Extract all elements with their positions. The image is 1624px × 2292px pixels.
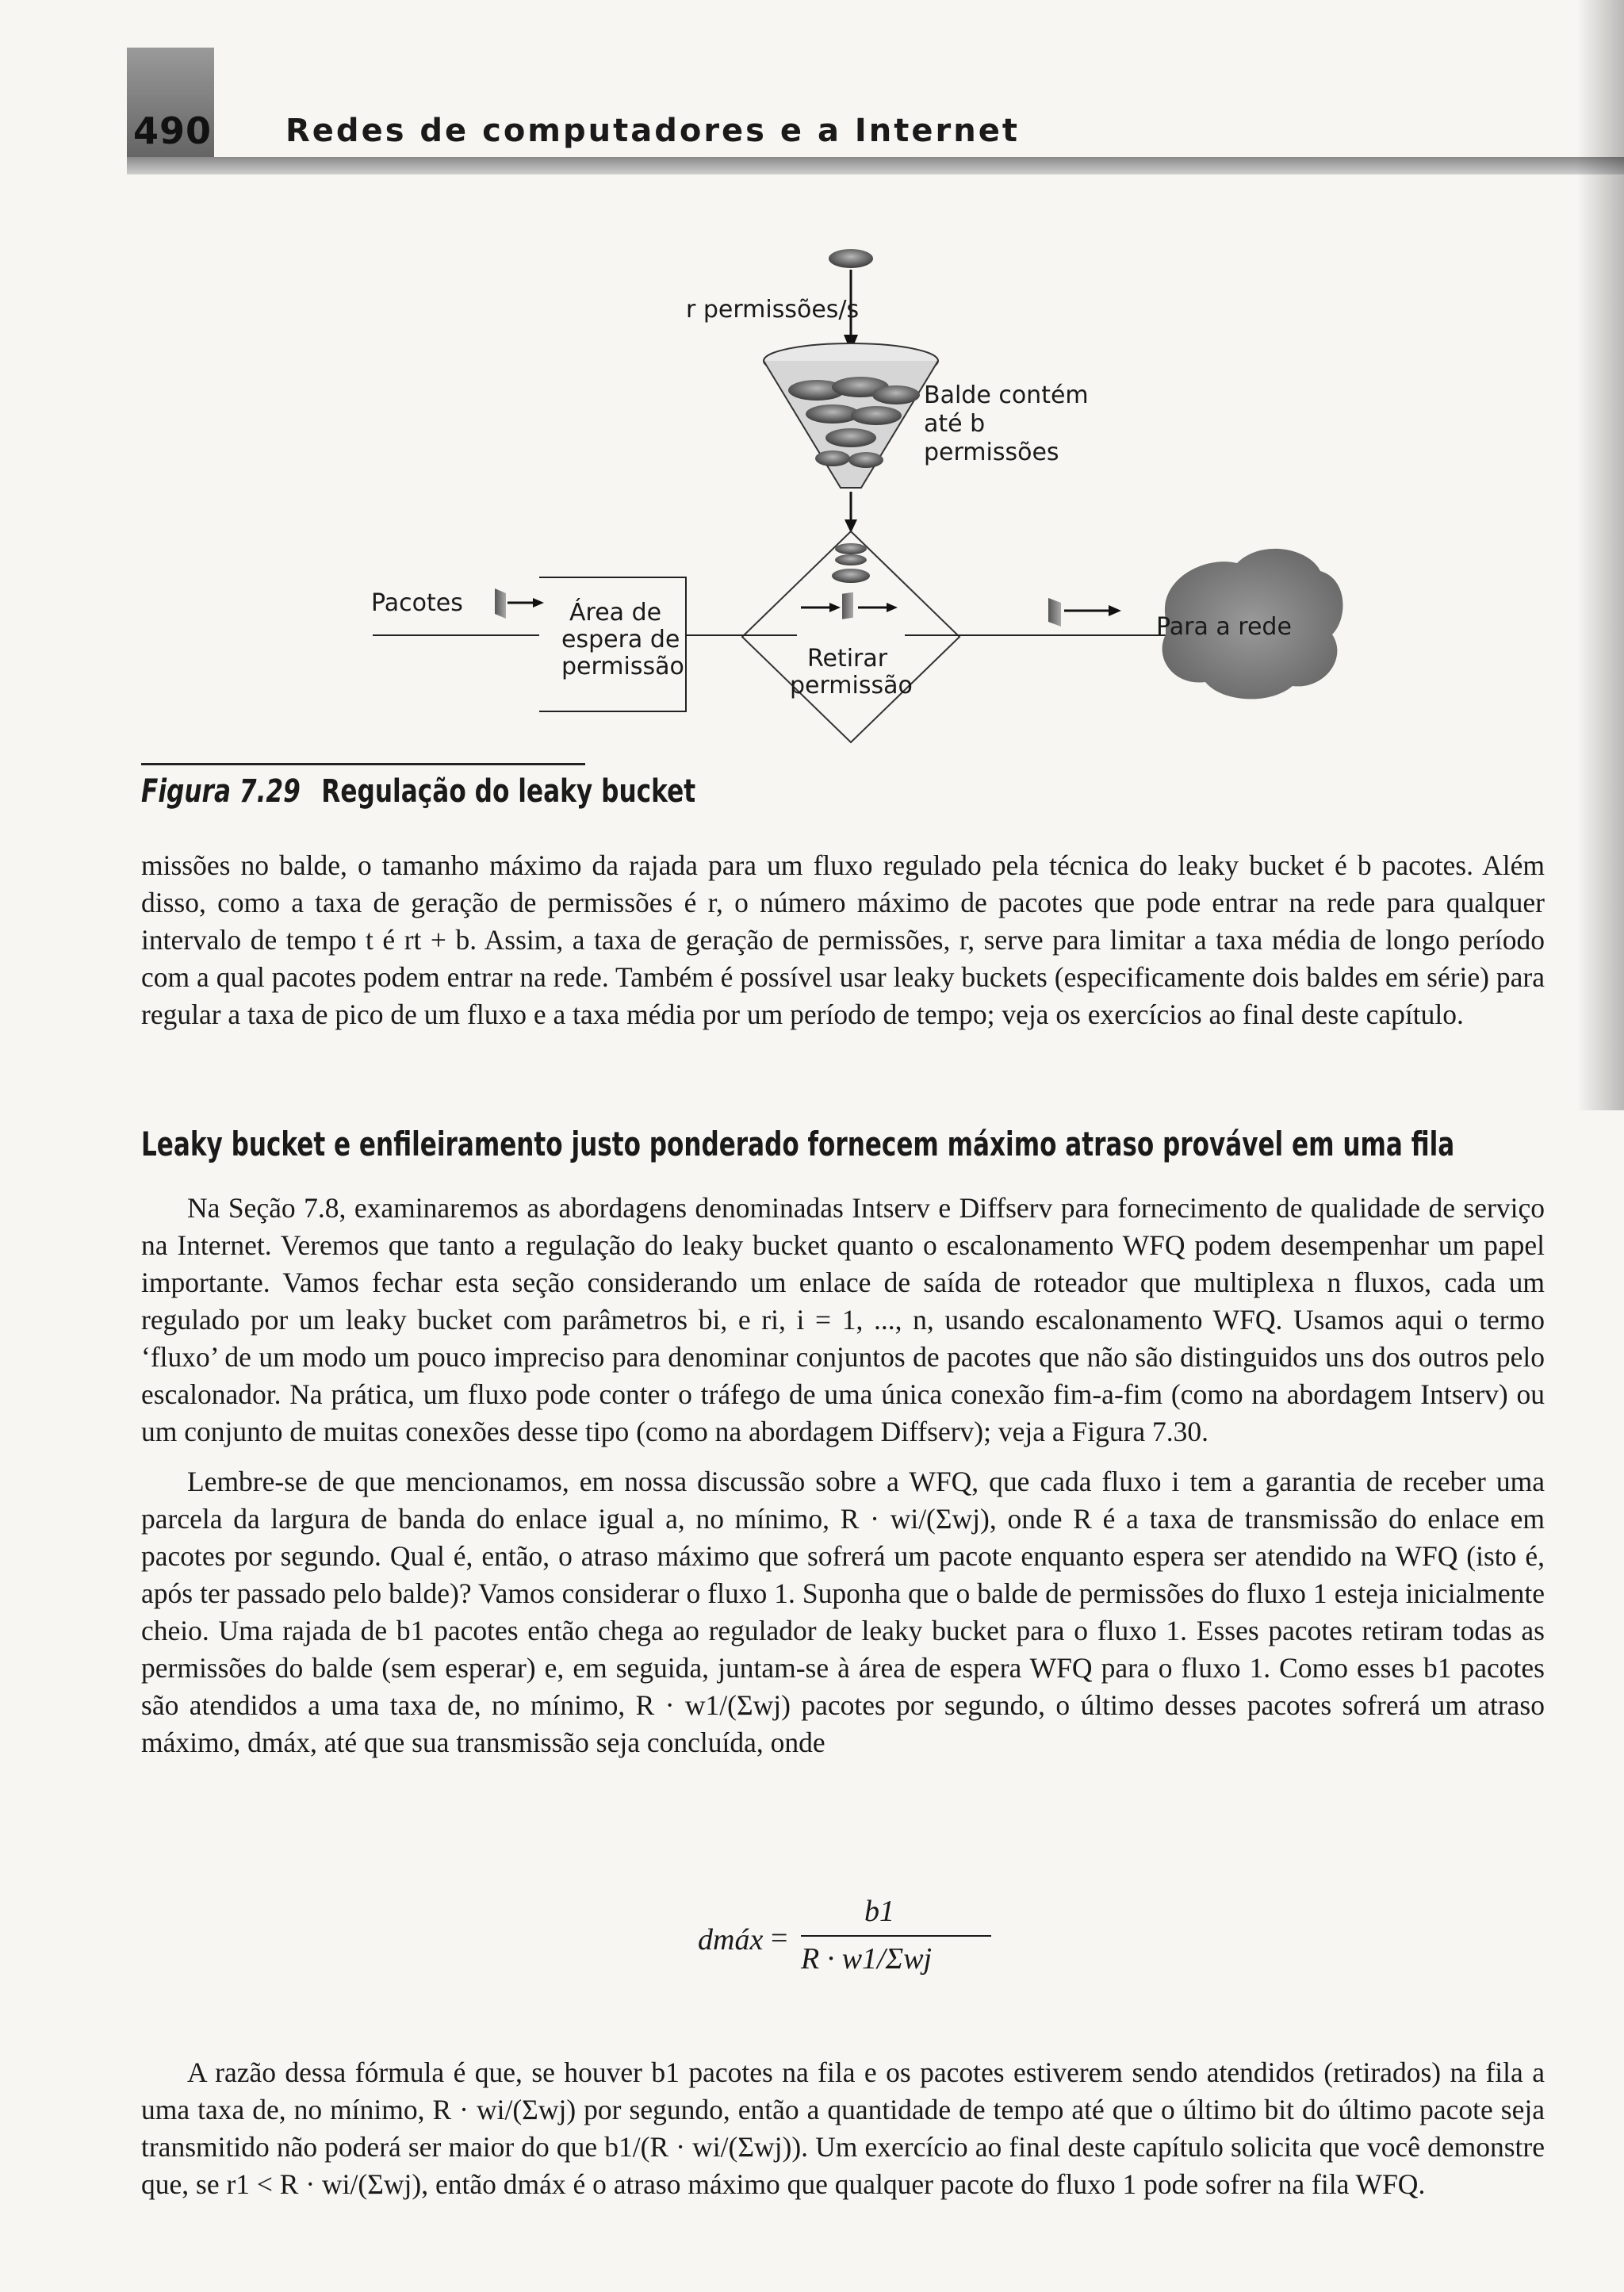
remove-label-line2: permissão [790,672,913,699]
formula-denominator: R · w1/Σwj [801,1942,933,1976]
figure-caption-text: Regulação do leaky bucket [321,773,696,810]
paragraph-1 [141,847,1545,1046]
wait-label-line2: espera de [561,626,680,653]
wait-label-line3: permissão [561,653,684,680]
packets-label: Pacotes [371,589,463,617]
outgoing-packet-icon [1048,598,1121,627]
paragraph-4-block [141,2054,1545,2216]
header-rule [127,157,1624,174]
paragraph-1-text: missões no balde, o tamanho máximo da rajada para um fluxo regulado pela técnica do leaky bucket é b pacotes. Além disso, como a taxa de geração de permissões é r, o número máximo de pacotes que pode entrar na rede para qualquer intervalo de tempo t é rt + b. Assim, a taxa de geração de permissões, r, serve para limitar a taxa média de longo período com a qual pacotes podem entrar na rede. Também é possível usar leaky buckets (especificamente dois baldes em série) para regular a taxa de pico de um fluxo e a taxa média por um período de tempo; veja os exercícios ao final deste capítulo. [141,849,1545,1030]
fraction-bar [801,1935,991,1937]
running-title: Redes de computadores e a Internet [285,113,1020,149]
bucket-label-line1: Balde contém [924,381,1089,409]
bucket-label-line3: permissões [924,439,1059,466]
formula-numerator: b1 [864,1895,894,1928]
formula-equals: = [771,1922,788,1955]
body-text [141,1190,1545,1774]
figure-leaky-bucket [0,206,1624,777]
wait-label-line1: Área de [569,599,662,627]
leaky-bucket-diagram [0,206,1624,777]
page-header [0,0,1624,182]
bucket-icon [764,343,938,488]
token-rate-label: r permissões/s [686,296,860,324]
paragraph-3: Lembre-se de que mencionamos, em nossa discussão sobre a WFQ, que cada fluxo i tem a garantia de receber uma parcela da largura de banda do enlace igual a, no mínimo, R · wi/(Σwj), onde R é a taxa de transmissão do enlace em pacotes por segundo. Qual é, então, o atraso máximo que sofrerá um pacote enquanto espera ser atendido na WFQ (isto é, após ter passado pelo balde)? Vamos considerar o fluxo 1. Suponha que o balde de permissões do fluxo 1 esteja inicialmente cheio. Uma rajada de b1 pacotes então chega ao regulador de leaky bucket para o fluxo 1. Esses pacotes retiram todas as permissões do balde (sem esperar) e, em seguida, juntam-se à área de espera WFQ para o fluxo 1. Como esses b1 pacotes são atendidos a uma taxa de, no mínimo, R · w1/(Σwj) pacotes por segundo, o último desses pacotes sofrerá um atraso máximo, dmáx, até que sua transmissão seja concluída, onde [141,1466,1545,1758]
paragraph-2: Na Seção 7.8, examinaremos as abordagens denominadas Intserv e Diffserv para fornecimento de qualidade de serviço na Internet. Veremos que tanto a regulação do leaky bucket quanto o escalonamento WFQ podem desempenhar um papel importante. Vamos fechar esta seção considerando um enlace de saída de roteador que multiplexa n fluxos, cada um regulado por um leaky bucket com parâmetros bi, e ri, i = 1, ..., n, usando escalonamento WFQ. Usamos aqui o termo ‘fluxo’ de um modo um pouco impreciso para denominar conjuntos de pacotes que não são distinguidos uns dos outros pelo escalonador. Na prática, um fluxo pode conter o tráfego de uma única conexão fim-a-fim (como na abordagem Intserv) ou um conjunto de muitas conexões desse tipo (como na abordagem Diffserv); veja a Figura 7.30. [141,1192,1545,1447]
falling-token-icon [829,249,873,268]
page-number: 490 [133,109,213,152]
network-label: Para a rede [1156,613,1292,641]
caption-rule [141,763,585,765]
bucket-label-line2: até b [924,410,986,438]
formula-lhs: dmáx [698,1923,764,1957]
incoming-packet-icon [495,588,544,619]
figure-caption [141,773,698,810]
packet-icon [842,592,853,619]
paragraph-4: A razão dessa fórmula é que, se houver b1 pacotes na fila e os pacotes estiverem sendo atendidos (retirados) na fila a uma taxa de, no mínimo, R · wi/(Σwj) por segundo, então a quantidade de tempo até que o último bit do último pacote seja transmitido não poderá ser maior do que b1/(R · wi/(Σwj)). Um exercício ao final deste capítulo solicita que você demonstre que, se r1 < R · wi/(Σwj), então dmáx é o atraso máximo que qualquer pacote do fluxo 1 pode sofrer na fila WFQ. [141,2056,1545,2200]
section-heading: Leaky bucket e enfileiramento justo ponderado fornecem máximo atraso provável em uma fila [141,1125,1455,1163]
formula-dmax [698,1894,1047,1989]
remove-label-line1: Retirar [807,645,888,673]
figure-caption-label: Figura 7.29 [141,773,301,810]
